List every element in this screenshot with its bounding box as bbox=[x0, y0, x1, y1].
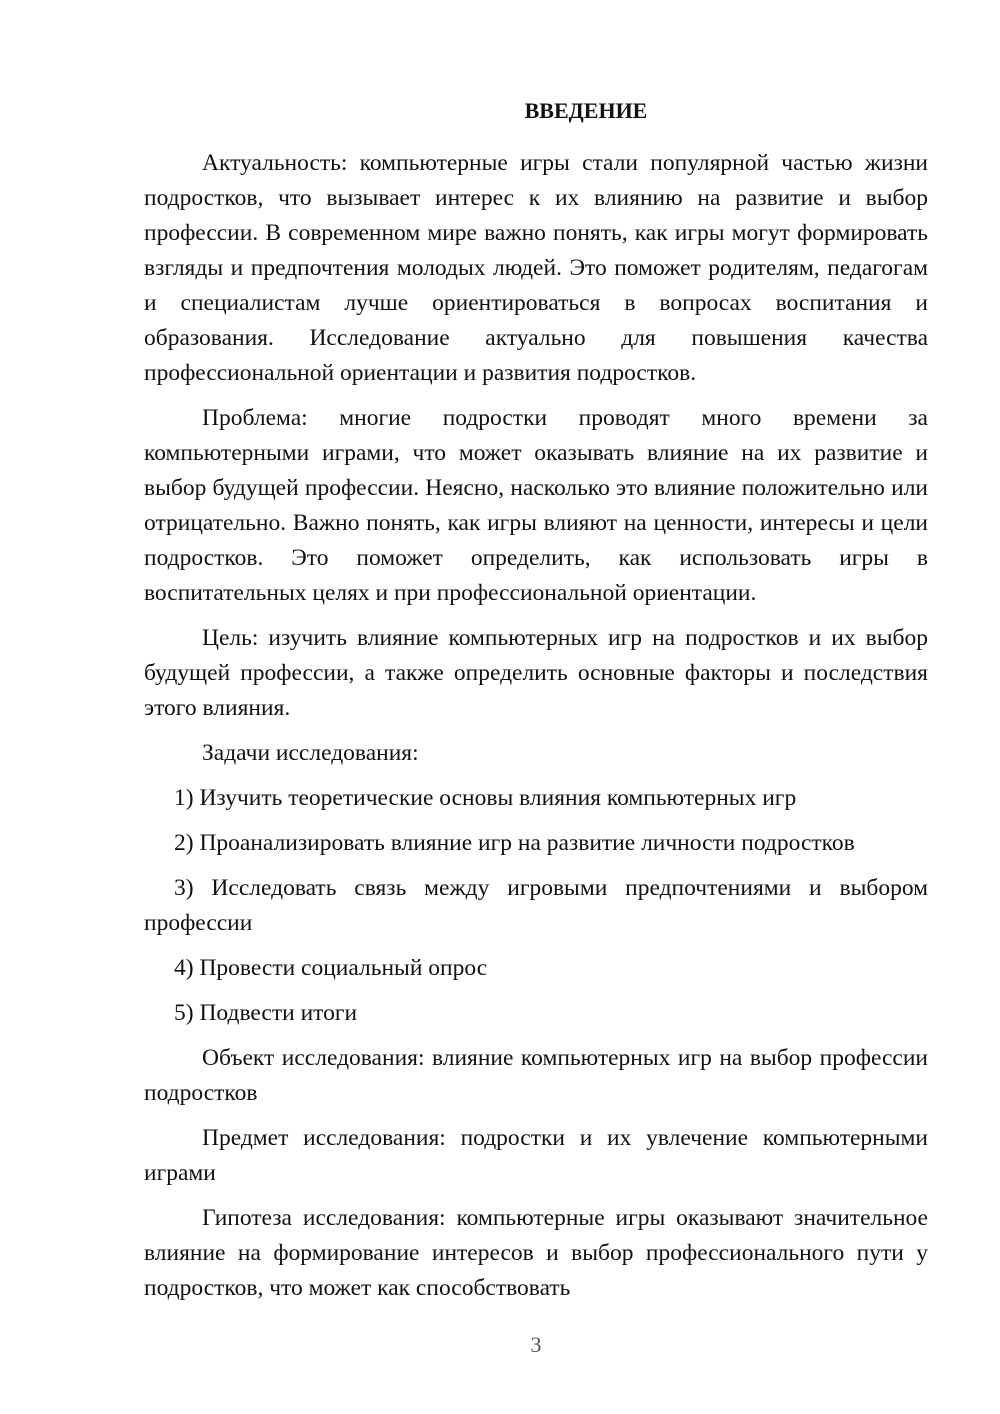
task-item: 3) Исследовать связь между игровыми предпочтениями и выбором профессии bbox=[144, 875, 928, 936]
object-paragraph: Объект исследования: влияние компьютерных игр на выбор профессии подростков bbox=[144, 1045, 928, 1106]
task-item: 2) Проанализировать влияние игр на развитие личности подростков bbox=[174, 830, 855, 856]
problem-paragraph: Проблема: многие подростки проводят много времени за компьютерными играми, что может оказывать влияние на их развитие и выбор будущей профессии. Неясно, насколько это влияние положительно или отрицательно. Важно понять, как игры влияют на ценности, интересы и цели подростков. Это поможет определить, как использовать игры в воспитательных целях и при профессиональной ориентации. bbox=[144, 405, 928, 606]
document-page bbox=[144, 96, 928, 1316]
page-number: 3 bbox=[530, 1332, 542, 1357]
relevance-paragraph: Актуальность: компьютерные игры стали популярной частью жизни подростков, что вызывает интерес к их влиянию на развитие и выбор профессии. В современном мире важно понять, как игры могут формировать взгляды и предпочтения молодых людей. Это поможет родителям, педагогам и специалистам лучше ориентироваться в вопросах воспитания и образования. Исследование актуально для повышения качества профессиональной ориентации и развития подростков. bbox=[144, 150, 928, 386]
section-title: ВВЕДЕНИЕ bbox=[524, 98, 648, 123]
task-item: 4) Провести социальный опрос bbox=[174, 955, 488, 981]
subject-paragraph: Предмет исследования: подростки и их увлечение компьютерными играми bbox=[144, 1125, 928, 1186]
task-item: 5) Подвести итоги bbox=[174, 1000, 358, 1026]
tasks-heading: Задачи исследования: bbox=[202, 740, 419, 766]
goal-paragraph: Цель: изучить влияние компьютерных игр на подростков и их выбор будущей профессии, а также определить основные факторы и последствия этого влияния. bbox=[144, 625, 928, 721]
task-item: 1) Изучить теоретические основы влияния компьютерных игр bbox=[174, 785, 797, 811]
hypothesis-paragraph: Гипотеза исследования: компьютерные игры оказывают значительное влияние на формирование интересов и выбор профессионального пути у подростков, что может как способствовать bbox=[144, 1205, 928, 1301]
